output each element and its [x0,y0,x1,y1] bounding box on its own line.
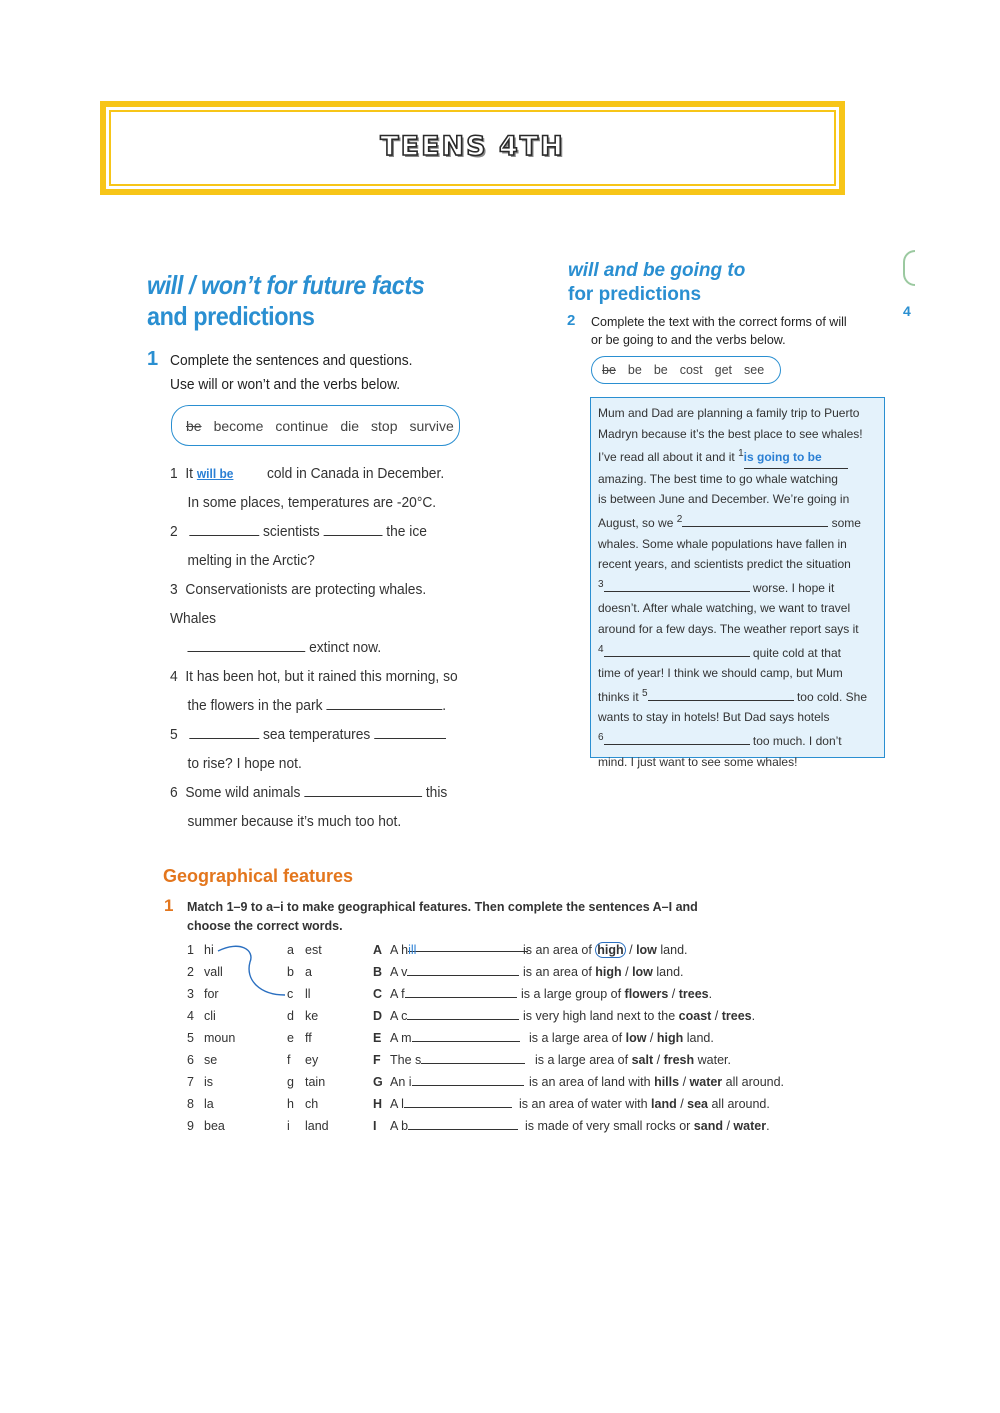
exercise2-instruction-line1: Complete the text with the correct forms of will [591,315,847,329]
geo-row [187,961,827,983]
geo-match-table [187,939,827,1137]
answer-field[interactable] [412,1073,524,1086]
answer-field[interactable] [187,637,305,652]
answer-field[interactable] [189,521,259,536]
sentence-text: land. [656,943,688,957]
text-fragment: worse. I hope it [752,580,835,595]
word-box-1-word: become [213,417,264,434]
letter: f [287,1053,291,1067]
sentence-start [390,1049,525,1071]
exercise1-item-2 [170,517,464,546]
sentence-start [390,1115,518,1137]
choice-word-2[interactable]: trees [721,1009,752,1023]
text-line: mind. I just want to see some whales! [598,754,798,769]
choice-word-2[interactable]: sea [687,1097,708,1111]
word-end: tain [305,1075,326,1089]
choice-word-1[interactable]: sand [693,1119,723,1133]
exercise1-item-3 [170,575,464,633]
choice-separator: / [679,1075,690,1089]
answer-field[interactable] [374,724,446,739]
geo-row [187,1005,827,1027]
sentence-rest [523,939,688,961]
item-text: . [442,697,447,714]
word-start: vall [204,965,223,979]
word-start: moun [204,1031,236,1045]
item-text: this [425,784,448,801]
answer-field[interactable] [412,1029,520,1042]
sentence-text: all around. [708,1097,770,1111]
text-line: wants to stay in hotels! But Dad says hotels [598,710,830,725]
answer-field[interactable]: is going to be [744,447,848,469]
word-end: land [305,1119,329,1133]
choice-separator: / [625,943,637,957]
word-box-2 [591,356,781,384]
text-fragment: I’ve read all about it and it [598,450,735,465]
text-line: amazing. The best time to go whale watching [598,471,838,486]
row-number: 4 [187,1009,194,1023]
text-line: recent years, and scientists predict the situation [598,557,851,572]
choice-separator: / [676,1097,688,1111]
item-text: It [185,465,194,482]
answer-field[interactable] [304,782,422,797]
letter: h [287,1097,294,1111]
text-line: whales. Some whale populations have fallen in [598,536,847,551]
text-fragment: too much. I don’t [752,733,842,748]
sentence-text: is very high land next to the [523,1009,679,1023]
sentence-text: is made of very small rocks or [525,1119,694,1133]
answer-field[interactable] [408,1117,518,1130]
sentence-letter: G [373,1075,383,1089]
section2-heading-line2: for predictions [568,284,702,305]
item-text: summer because it’s much too hot. [187,813,402,830]
choice-word-2[interactable]: fresh [663,1053,695,1067]
sentence-text: is a large area of [529,1031,626,1045]
sentence-text: is an area of [523,965,596,979]
item-text: to rise? I hope not. [187,755,302,772]
word-end: ke [305,1009,319,1023]
word-box-2-word: be [653,363,668,377]
answer-field[interactable] [324,521,383,536]
geo-row [187,1071,827,1093]
exercise2-instruction-line2: or be going to and the verbs below. [591,333,786,347]
choice-word-1[interactable]: high [595,965,622,979]
sentence-start-text: A l [390,1097,404,1111]
exercise1-item-5 [170,720,464,749]
word-box-1-word: continue [275,417,329,434]
answer-field[interactable] [604,732,750,745]
item-number: 4 [170,668,178,685]
text-line: time of year! I think we should camp, but Mum [598,666,843,681]
item-text: Conservationists are protecting whales. Whales [170,581,427,627]
section1-heading [147,270,424,332]
text-fragment: August, so we [598,515,674,530]
sentence-letter: H [373,1097,383,1111]
word-end: ll [305,987,311,1001]
item-text: the ice [386,523,427,540]
section1-heading-line1: will / won’t for future facts [147,270,425,300]
word-box-1-word: survive [409,417,454,434]
exercise1-instruction-line1: Complete the sentences and questions. [170,352,413,369]
choice-word-2[interactable]: low [636,943,657,957]
sentence-text: . [766,1119,770,1133]
item-number: 6 [170,784,178,801]
word-box-1-word: die [340,417,360,434]
sentence-start-text: The s [390,1053,422,1067]
word-box-1 [171,405,460,446]
item-text: extinct now. [309,639,382,656]
exercise3-instruction-line2: choose the correct words. [187,919,343,933]
sentence-rest [535,1049,731,1071]
word-box-2-word: be [602,363,616,377]
choice-word-2[interactable]: water [689,1075,723,1089]
word-start: bea [204,1119,225,1133]
sentence-start [390,939,528,961]
letter: a [287,943,294,957]
text-line-gap5 [598,684,877,708]
item-number: 5 [170,726,178,743]
sentence-text: all around. [722,1075,785,1089]
sentence-text: . [751,1009,756,1023]
sentence-text: land. [652,965,684,979]
row-number: 2 [187,965,194,979]
answer-field[interactable]: ill [408,939,528,952]
sentence-start-text: A f [390,987,405,1001]
section1-heading-line2: and predictions [147,301,315,331]
sentence-text: land. [683,1031,714,1045]
sentence-text: is a large area of [535,1053,632,1067]
title-banner [100,101,845,195]
word-box-2-word: cost [679,363,703,377]
gap-number: 2 [676,513,683,525]
answer-field[interactable] [407,963,519,976]
word-start: is [204,1075,214,1089]
exercise3-number: 1 [164,896,174,915]
choice-word-2[interactable]: high [656,1031,684,1045]
row-number: 8 [187,1097,194,1111]
sentence-text: is an area of [523,943,596,957]
choice-word-1[interactable]: high [597,943,624,957]
text-fragment: too cold. She [796,689,867,704]
letter: i [287,1119,290,1133]
choice-separator: / [711,1009,722,1023]
answer-field[interactable] [682,514,828,527]
choice-word-1[interactable]: salt [631,1053,654,1067]
word-box-1-word: be [186,417,202,434]
row-number: 1 [187,943,194,957]
exercise2-number: 2 [567,312,576,329]
sentence-rest [519,1093,770,1115]
sentence-text: is an area of water with [519,1097,652,1111]
page-title: TEENS 4TH [380,131,565,162]
row-number: 3 [187,987,194,1001]
sentence-letter: E [373,1031,382,1045]
text-line: doesn’t. After whale watching, we want to travel [598,601,851,616]
word-start: cli [204,1009,216,1023]
sentence-start [390,1071,524,1093]
sentence-letter: F [373,1053,381,1067]
word-start: la [204,1097,214,1111]
gap-number: 1 [738,448,744,460]
choice-separator: / [646,1031,657,1045]
item-text: sea temperatures [262,726,371,743]
sentence-rest [529,1027,714,1049]
word-end: ch [305,1097,319,1111]
row-number: 5 [187,1031,194,1045]
section2-heading-line1: will and be going to [568,260,746,281]
text-line-gap6 [598,728,877,752]
choice-word-1[interactable]: coast [678,1009,712,1023]
item-number: 1 [170,465,178,482]
answer-field[interactable] [404,1095,512,1108]
choice-word-2[interactable]: water [733,1119,767,1133]
exercise1-instruction [170,349,412,397]
answer-field[interactable] [421,1051,525,1064]
section2-heading [568,259,745,307]
text-line: Mum and Dad are planning a family trip to Puerto [598,406,860,420]
word-start: se [204,1053,218,1067]
exercise1-item-3-cont [170,633,464,662]
side-number: 4 [903,303,911,319]
letter: g [287,1075,294,1089]
sentence-letter: B [373,965,383,979]
text-line-gap3 [598,575,877,599]
sentence-rest [529,1071,784,1093]
sentence-text: is a large group of [521,987,625,1001]
exercise3-instruction [187,898,698,936]
sentence-start [390,1005,519,1027]
exercise1-item-4 [170,662,464,691]
answer-field[interactable] [648,688,794,701]
gap-number: 3 [598,578,604,590]
geo-row [187,939,827,961]
word-end: a [305,965,312,979]
row-number: 7 [187,1075,194,1089]
geo-row [187,1093,827,1115]
geo-row [187,983,827,1005]
sentence-start-text: A h [390,943,409,957]
sentence-start [390,983,517,1005]
choice-word-1[interactable]: low [625,1031,647,1045]
text-fragment: some [831,515,861,530]
exercise1-item-4-cont [170,691,464,720]
word-box-2-word: see [744,363,765,377]
answer-field[interactable] [189,724,259,739]
geo-row [187,1049,827,1071]
exercise1-instruction-line2: Use will or won’t and the verbs below. [170,376,401,393]
text-fragment: quite cold at that [752,645,841,660]
word-box-2-word: get [714,363,733,377]
item-text: the flowers in the park [187,697,323,714]
text-line-gap4 [598,640,877,664]
sentence-letter: A [373,943,383,957]
sentence-rest [521,983,712,1005]
choice-word-2[interactable]: trees [678,987,709,1001]
letter: c [287,987,294,1001]
letter: e [287,1031,294,1045]
text-line: is between June and December. We’re going in [598,492,850,507]
item-number: 2 [170,523,178,540]
sentence-start [390,1093,512,1115]
answer-field[interactable] [407,1007,519,1020]
sentence-start [390,1027,520,1049]
sentence-letter: I [373,1119,377,1133]
word-start: hi [204,943,214,957]
item-text: Some wild animals [185,784,301,801]
gap-number: 6 [598,731,604,743]
word-start: for [204,987,219,1001]
sentence-text: . [708,987,713,1001]
sentence-text: is an area of land with [529,1075,655,1089]
item-text: It has been hot, but it rained this morning, so [185,668,458,685]
word-end: est [305,943,322,957]
item-number: 3 [170,581,178,598]
page-edge-icon [903,250,915,286]
sentence-start-text: A b [390,1119,409,1133]
item-text: In some places, temperatures are -20°C. [187,494,437,511]
choice-separator: / [653,1053,664,1067]
geo-row [187,1115,827,1137]
letter: b [287,965,294,979]
item-text: cold in Canada in December. [266,465,445,482]
answer-field[interactable] [405,985,517,998]
text-line-gap1 [598,444,877,469]
choice-word-1[interactable]: flowers [624,987,669,1001]
answer-field[interactable] [604,644,750,657]
choice-separator: / [621,965,633,979]
gap-number: 5 [642,687,648,699]
answer-field[interactable] [604,579,750,592]
sentence-rest [525,1115,770,1137]
sentence-start [390,961,519,983]
text-fragment: thinks it [598,689,639,704]
item-text: melting in the Arctic? [187,552,315,569]
exercise3-instruction-line1: Match 1–9 to a–i to make geographical features. Then complete the sentences A–I and [187,900,698,914]
text-line: Madryn because it’s the best place to see whales! [598,426,863,441]
answer-field[interactable]: will be [196,466,234,481]
text-line: around for a few days. The weather report says it [598,621,859,636]
letter: d [287,1009,294,1023]
sentence-letter: C [373,987,383,1001]
sentence-rest [523,1005,755,1027]
choice-word-1[interactable]: land [651,1097,677,1111]
exercise1-number: 1 [147,348,159,370]
exercise1-items [170,459,464,836]
sentence-letter: D [373,1009,383,1023]
word-box-1-word: stop [371,417,398,434]
sentence-start-text: A v [390,965,408,979]
whale-text-box [590,397,885,769]
sentence-rest [523,961,684,983]
exercise1-item-1 [170,459,464,488]
choice-separator: / [722,1119,734,1133]
item-text: scientists [262,523,320,540]
exercise2-instruction [591,313,847,349]
exercise1-item-6 [170,778,464,807]
choice-separator: / [668,987,679,1001]
choice-word-1[interactable]: hills [654,1075,680,1089]
answer-field[interactable] [326,695,442,710]
sentence-text: water. [694,1053,731,1067]
choice-word-2[interactable]: low [632,965,653,979]
sentence-start-text: An i [390,1075,412,1089]
row-number: 6 [187,1053,194,1067]
gap-number: 4 [598,643,604,655]
row-number: 9 [187,1119,194,1133]
sentence-start-text: A c [390,1009,408,1023]
geo-row [187,1027,827,1049]
text-line-gap2 [598,510,877,534]
sentence-start-text: A m [390,1031,412,1045]
word-end: ff [305,1031,312,1045]
section3-heading: Geographical features [163,866,354,886]
word-box-2-word: be [627,363,642,377]
word-end: ey [305,1053,319,1067]
